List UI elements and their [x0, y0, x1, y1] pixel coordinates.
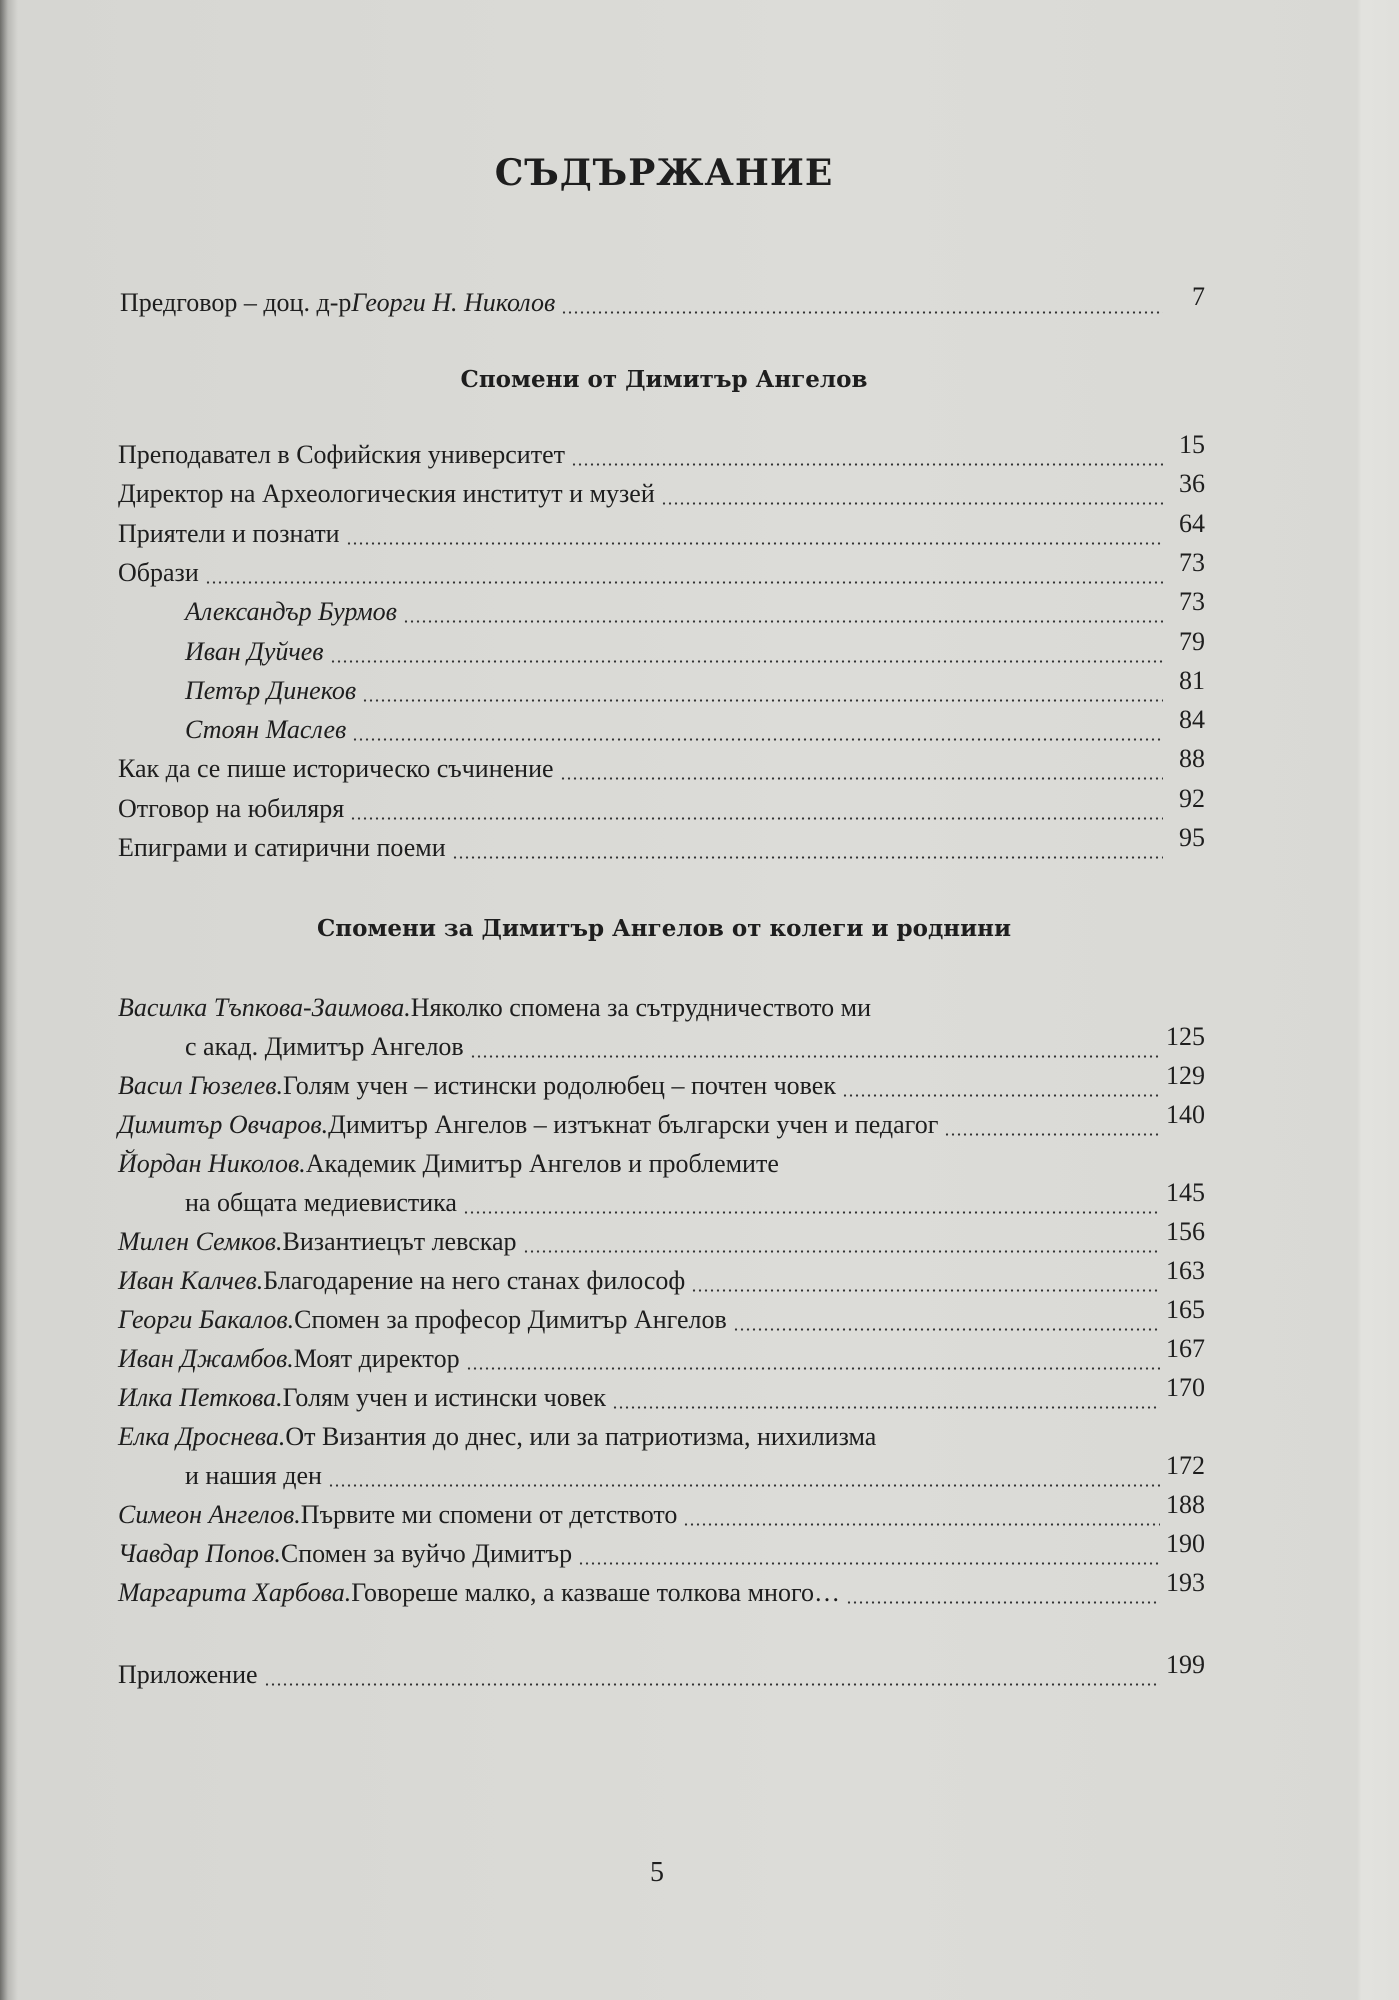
- entry-author: Милен Семков.: [118, 1227, 283, 1256]
- entry-author: Иван Джамбов.: [118, 1344, 294, 1373]
- entry-author: Димитър Овчаров.: [118, 1110, 329, 1139]
- entry-title: Голям учен – истински родолюбец – почтен човек: [283, 1071, 836, 1100]
- entry-title: Образи: [118, 557, 199, 587]
- toc-entry: [118, 1373, 1205, 1417]
- page-title: СЪДЪРЖАНИЕ: [494, 152, 834, 194]
- page-number: 125: [1166, 1022, 1205, 1051]
- entry-title: Голям учен и истински човек: [282, 1383, 607, 1412]
- toc-entry: [118, 993, 1205, 1027]
- toc-entry: [118, 430, 1205, 474]
- entry-title: От Византия до днес, или за патриотизма, нихилизма: [285, 1422, 877, 1451]
- entry-author: Василка Тъпкова-Заимова.: [118, 993, 411, 1022]
- entry-author: Маргарита Харбова.: [118, 1578, 352, 1607]
- toc-entry: [118, 1217, 1205, 1261]
- entry-title: Димитър Ангелов – изтъкнат български учен и педагог: [328, 1110, 939, 1139]
- entry-title: Приложение: [118, 1660, 258, 1689]
- dot-leader: [466, 1367, 1160, 1370]
- dot-leader: [733, 1328, 1160, 1331]
- page-number: 140: [1166, 1100, 1205, 1129]
- page-number: 199: [1166, 1650, 1205, 1679]
- dot-leader: [362, 699, 1163, 702]
- toc-entry: [185, 587, 1205, 631]
- page-number: 163: [1166, 1256, 1205, 1285]
- entry-author: Чавдар Попов.: [118, 1539, 281, 1568]
- entry-title: Приятели и познати: [118, 518, 340, 548]
- entry-title: Академик Димитър Ангелов и проблемите: [305, 1149, 779, 1178]
- page-number: 36: [1179, 469, 1205, 499]
- entry-title: и нашия ден: [185, 1461, 322, 1490]
- page-number: 145: [1166, 1178, 1205, 1207]
- page-number: 172: [1166, 1451, 1205, 1480]
- entry-title: Отговор на юбиляря: [118, 793, 345, 823]
- toc-entry: [118, 1334, 1205, 1378]
- entry-author: Иван Калчев.: [118, 1266, 264, 1295]
- dot-leader: [846, 1601, 1160, 1604]
- page-number: 84: [1179, 705, 1205, 735]
- entry-title: на общата медиевистика: [185, 1188, 457, 1217]
- dot-leader: [205, 581, 1163, 584]
- entry-title: Преподавател в Софийския университет: [118, 440, 565, 469]
- toc-entry: [118, 469, 1205, 513]
- page-number: 73: [1179, 547, 1205, 577]
- page-number: 7: [1192, 282, 1205, 311]
- page-number-footer: 5: [650, 1857, 664, 1888]
- page-number: 167: [1166, 1334, 1205, 1363]
- entry-title: Моят директор: [293, 1344, 460, 1373]
- entry-author: Елка Дроснева.: [118, 1422, 286, 1451]
- toc-entry: [118, 1295, 1205, 1339]
- toc-entry-preface: [120, 282, 1205, 322]
- toc-entry: [118, 1100, 1205, 1144]
- dot-leader: [352, 738, 1163, 741]
- dot-leader: [560, 777, 1163, 780]
- entry-title: с акад. Димитър Ангелов: [185, 1032, 464, 1061]
- entry-title: Директор на Археологическия институт и музей: [118, 479, 655, 509]
- page-number: 88: [1179, 744, 1205, 774]
- section-heading: Спомени от Димитър Ангелов: [460, 366, 868, 393]
- dot-leader: [403, 620, 1163, 623]
- dot-leader: [561, 311, 1163, 314]
- dot-leader: [328, 1484, 1160, 1487]
- page-number: 165: [1166, 1295, 1205, 1324]
- entry-title: Стоян Маслев: [185, 715, 347, 745]
- entry-author: Йордан Николов.: [118, 1149, 306, 1178]
- toc-entry: [118, 508, 1205, 553]
- toc-entry-appendix: [118, 1650, 1205, 1694]
- page-number: 73: [1179, 587, 1205, 617]
- toc-entry-continuation: [185, 1451, 1205, 1495]
- toc-entry: [118, 1568, 1205, 1612]
- dot-leader: [612, 1406, 1160, 1409]
- toc-entry: [118, 1490, 1205, 1534]
- toc-entry: [185, 665, 1205, 710]
- entry-title: Спомен за вуйчо Димитър: [280, 1539, 573, 1568]
- page-number: 193: [1166, 1568, 1205, 1597]
- dot-leader: [264, 1683, 1160, 1686]
- toc-entry: [185, 705, 1205, 749]
- page-number: 129: [1166, 1061, 1205, 1090]
- entry-author: Васил Гюзелев.: [118, 1071, 284, 1100]
- section-heading: Спомени за Димитър Ангелов от колеги и роднини: [316, 915, 1012, 942]
- toc-entry: [118, 1256, 1205, 1300]
- dot-leader: [330, 660, 1163, 663]
- dot-leader: [452, 856, 1163, 859]
- dot-leader: [691, 1289, 1160, 1292]
- dot-leader: [523, 1250, 1160, 1253]
- entry-title: Как да се пише историческо съчинение: [118, 754, 554, 784]
- page-number: 190: [1166, 1529, 1205, 1558]
- entry-title: Петър Динеков: [185, 675, 357, 705]
- toc-entry: [118, 547, 1205, 592]
- entry-title: Няколко спомена за сътрудничеството ми: [410, 993, 872, 1022]
- entry-title: Спомен за професор Димитър Ангелов: [294, 1305, 727, 1334]
- entry-author: Симеон Ангелов.: [118, 1500, 301, 1529]
- page-number: 81: [1179, 665, 1205, 695]
- dot-leader: [842, 1094, 1160, 1097]
- page-number: 64: [1179, 508, 1205, 538]
- toc-entry-continuation: [185, 1178, 1205, 1222]
- toc-entry-continuation: [185, 1022, 1205, 1066]
- toc-entry: [118, 823, 1205, 867]
- toc-entry: [118, 1422, 1205, 1456]
- dot-leader: [683, 1523, 1160, 1526]
- entry-title: Александър Бурмов: [185, 597, 397, 627]
- entry-author: Георги Н. Николов: [351, 288, 556, 317]
- dot-leader: [463, 1211, 1160, 1214]
- dot-leader: [661, 502, 1163, 505]
- entry-title: Иван Дуйчев: [185, 636, 324, 666]
- page-number: 170: [1166, 1373, 1205, 1402]
- toc-entry: [185, 626, 1205, 671]
- dot-leader: [571, 463, 1163, 466]
- dot-leader: [350, 817, 1163, 820]
- toc-entry: [118, 783, 1205, 828]
- entry-author: Илка Петкова.: [118, 1383, 283, 1412]
- page-number: 15: [1179, 430, 1205, 459]
- entry-title: Епиграми и сатирични поеми: [118, 833, 446, 862]
- page-number: 92: [1179, 783, 1205, 813]
- entry-title: Първите ми спомени от детството: [300, 1500, 678, 1529]
- toc-entry: [118, 744, 1205, 788]
- dot-leader: [346, 542, 1163, 545]
- page-number: 188: [1166, 1490, 1205, 1519]
- entry-title: Предговор – доц. д-р: [120, 288, 352, 317]
- toc-entry: [118, 1529, 1205, 1573]
- toc-entry: [118, 1061, 1205, 1105]
- entry-title: Говореше малко, а казваше толкова много…: [351, 1578, 840, 1607]
- dot-leader: [470, 1055, 1160, 1058]
- toc-entry: [118, 1149, 1205, 1183]
- dot-leader: [578, 1562, 1160, 1565]
- entry-title: Византиецът левскар: [282, 1227, 517, 1256]
- page-number: 79: [1179, 626, 1205, 656]
- dot-leader: [944, 1133, 1160, 1136]
- entry-author: Георги Бакалов.: [118, 1305, 295, 1334]
- page-number: 95: [1179, 823, 1205, 852]
- entry-title: Благодарение на него станах философ: [263, 1266, 686, 1295]
- page-number: 156: [1166, 1217, 1205, 1246]
